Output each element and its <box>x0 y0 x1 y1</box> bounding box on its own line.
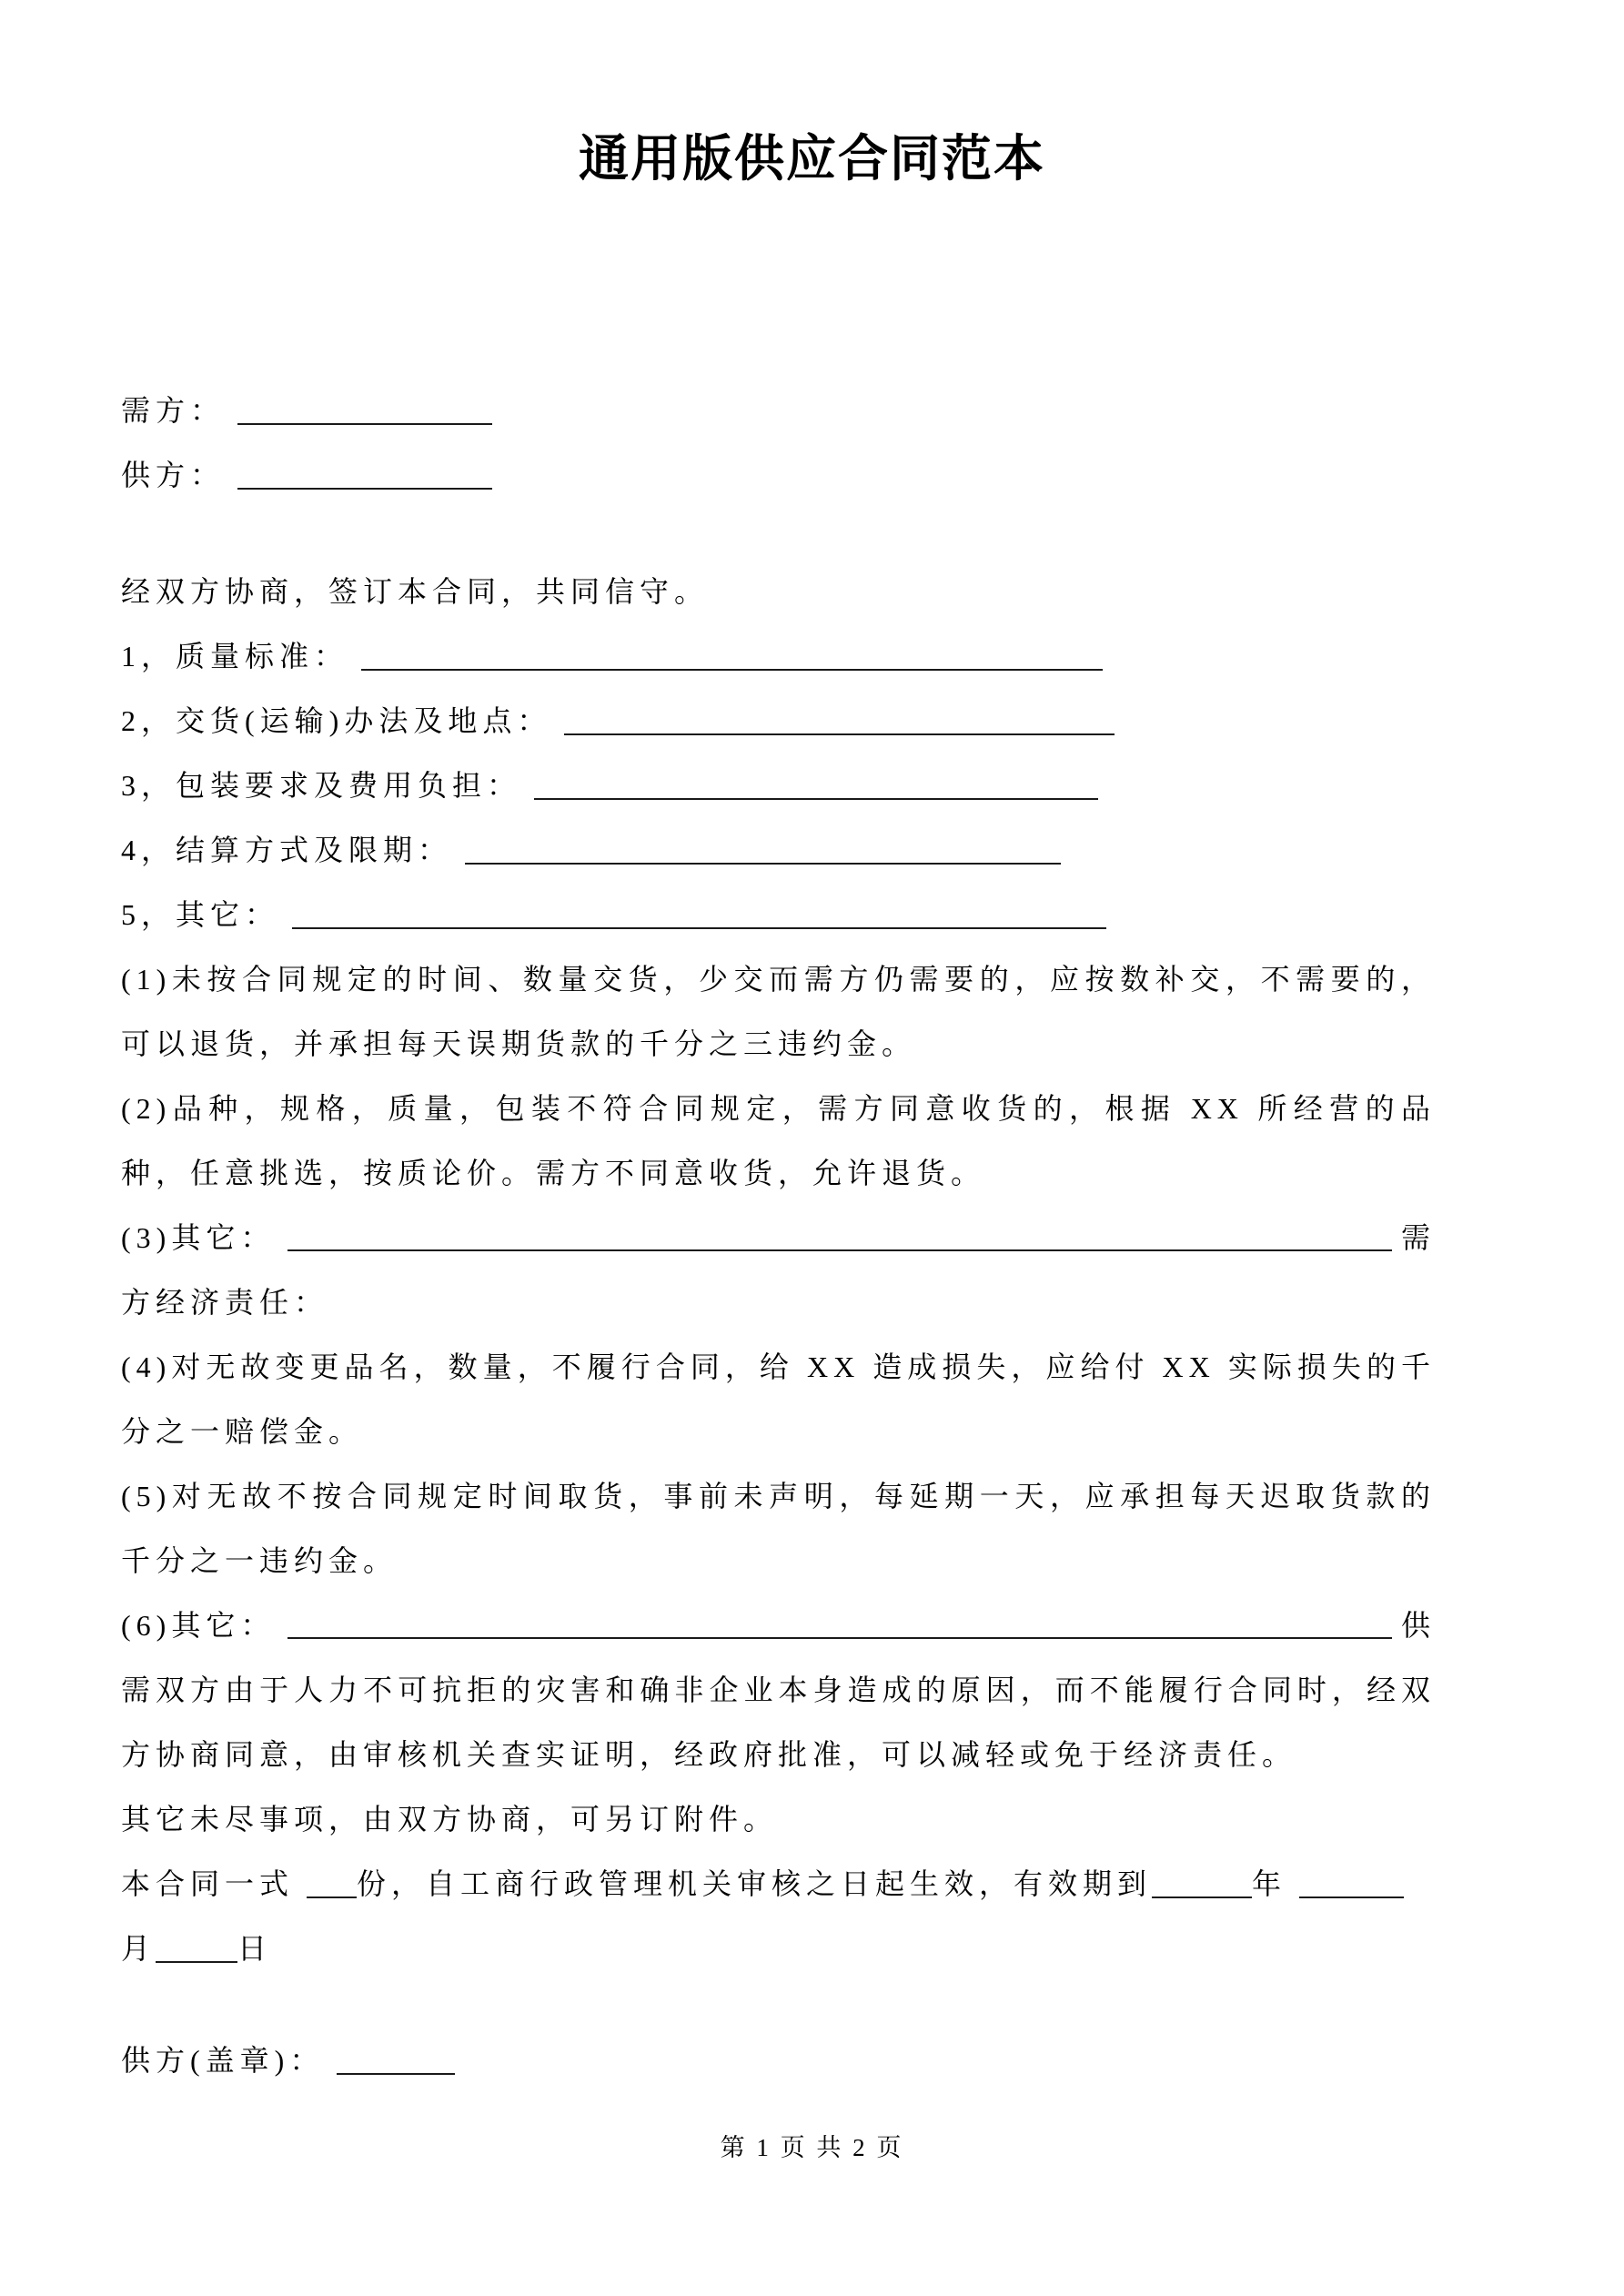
clause-2-nonconforming-goods <box>121 1077 1436 1206</box>
text-run: 3，包装要求及费用负担： <box>121 769 535 802</box>
text-run: (6)其它： <box>121 1609 276 1642</box>
item-3-packaging-cost <box>121 754 1436 818</box>
demand-party-line <box>121 379 1436 443</box>
blank-underline <box>237 396 492 425</box>
text-run: 供方： <box>121 459 238 491</box>
text-run: 其它未尽事项，由双方协商，可另订附件。 <box>121 1803 779 1836</box>
text-run: 本合同一式 <box>121 1867 308 1900</box>
text-run: (3)其它： <box>121 1221 276 1254</box>
blank-underline <box>237 460 492 490</box>
item-2-delivery-method <box>121 689 1436 754</box>
item-4-settlement-term <box>121 818 1436 883</box>
text-run: 方经济责任： <box>121 1286 329 1319</box>
contract-copies-line <box>121 1852 1436 1981</box>
clause-3-other <box>121 1206 1436 1270</box>
page-footer: 第 1 页 共 2 页 <box>720 2134 904 2161</box>
blank-row-spacer <box>121 508 1436 560</box>
text-run: 2，交货(运输)办法及地点： <box>121 704 565 737</box>
page-title: 通用版供应合同范本 <box>578 131 1045 187</box>
text-run: 年 <box>1252 1867 1300 1900</box>
blank-underline <box>1299 1869 1404 1898</box>
text-run: 月 <box>121 1932 156 1965</box>
text-run: 日 <box>237 1932 273 1965</box>
unresolved-matters-line <box>121 1787 1436 1852</box>
blank-underline <box>361 642 1103 671</box>
text-run: 需双方由于人力不可抗拒的灾害和确非企业本身造成的原因，而不能履行合同时，经双方协商同意，由审核机关查实证明，经政府批准，可以减轻或免于经济责任。 <box>121 1674 1436 1771</box>
item-1-quality-standard <box>121 624 1436 689</box>
blank-underline <box>287 1222 1392 1251</box>
text-run: 1，质量标准： <box>121 640 362 673</box>
text-run: 4，结算方式及限期： <box>121 834 466 866</box>
blank-underline <box>307 1869 357 1898</box>
blank-underline <box>156 1934 237 1963</box>
blank-underline <box>1152 1869 1252 1898</box>
clause-4-unjustified-change <box>121 1335 1436 1464</box>
blank-underline <box>292 900 1106 929</box>
text-run: (1)未按合同规定的时间、数量交货，少交而需方仍需要的，应按数补交，不需要的，可以退货，并承担每天误期货款的千分之三违约金。 <box>121 963 1436 1060</box>
clause-1-late-delivery <box>121 947 1436 1077</box>
document-body <box>121 379 1436 2093</box>
text-run: (5)对无故不按合同规定时间取货，事前未声明，每延期一天，应承担每天迟取货款的千分之一违约金。 <box>121 1480 1436 1577</box>
blank-underline <box>465 835 1061 865</box>
clause-6-other <box>121 1593 1436 1658</box>
signature-spacer <box>121 1981 1436 2028</box>
text-run: 需方： <box>121 394 238 427</box>
text-run: 5，其它： <box>121 898 293 931</box>
supplier-seal-line <box>121 2028 1436 2093</box>
blank-underline <box>534 771 1098 800</box>
text-run: 经双方协商，签订本合同，共同信守。 <box>121 575 710 608</box>
text-run: 供方(盖章)： <box>121 2044 338 2077</box>
item-5-other <box>121 883 1436 947</box>
text-run: 需 <box>1400 1221 1436 1254</box>
text-run: (2)品种，规格，质量，包装不符合同规定，需方同意收货的，根据 XX 所经营的品种，任意挑选，按质论价。需方不同意收货，允许退货。 <box>121 1092 1436 1189</box>
blank-underline <box>564 706 1115 735</box>
blank-underline <box>337 2046 455 2075</box>
agreement-intro <box>121 560 1436 624</box>
clause-3-continuation <box>121 1270 1436 1335</box>
clause-5-late-pickup <box>121 1464 1436 1593</box>
clause-6-force-majeure <box>121 1658 1436 1787</box>
supply-party-line <box>121 443 1436 508</box>
text-run: 供 <box>1400 1609 1436 1642</box>
text-run: 份，自工商行政管理机关审核之日起生效，有效期到 <box>357 1867 1153 1900</box>
text-run: (4)对无故变更品名，数量，不履行合同，给 XX 造成损失，应给付 XX 实际损失的千分之一赔偿金。 <box>121 1350 1436 1448</box>
blank-underline <box>287 1610 1392 1639</box>
